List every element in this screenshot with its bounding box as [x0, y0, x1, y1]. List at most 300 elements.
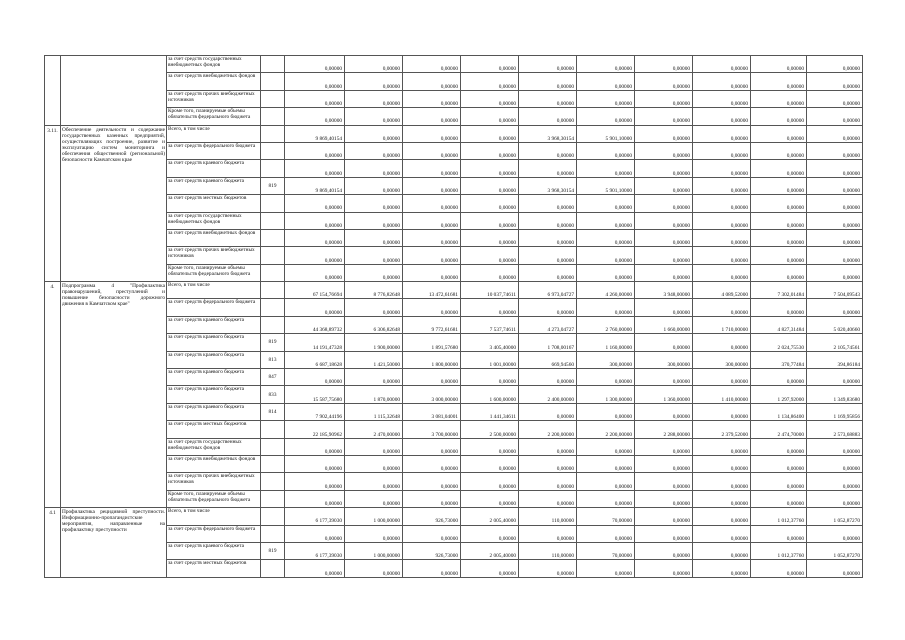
year-value: 2 379,52000	[693, 421, 751, 438]
budget-code	[261, 508, 285, 525]
year-value: 300,00000	[577, 351, 635, 368]
year-value: 0,00000	[519, 299, 577, 316]
year-value: 1 360,00000	[635, 386, 693, 403]
funding-source: за счет средств государственных внебюджетных фондов	[167, 56, 261, 73]
year-value: 0,00000	[807, 525, 863, 542]
year-value: 0,00000	[751, 108, 807, 125]
year-value: 0,00000	[635, 73, 693, 90]
table-row	[45, 160, 863, 177]
year-value: 2 400,00000	[519, 386, 577, 403]
year-value: 0,00000	[807, 125, 863, 142]
year-value: 0,00000	[577, 108, 635, 125]
year-value: 0,00000	[519, 195, 577, 212]
item-number	[45, 56, 61, 126]
year-value: 0,00000	[751, 473, 807, 490]
table-row	[45, 195, 863, 212]
table-row	[45, 403, 863, 420]
year-value: 0,00000	[635, 212, 693, 229]
year-value: 0,00000	[519, 490, 577, 507]
year-value: 2 005,40000	[461, 508, 519, 525]
year-value: 2 200,00000	[519, 421, 577, 438]
year-value: 2 470,00000	[345, 421, 403, 438]
year-value: 0,00000	[577, 73, 635, 90]
year-value: 0,00000	[635, 525, 693, 542]
year-value: 1 800,00000	[403, 351, 461, 368]
year-value: 0,00000	[345, 473, 403, 490]
year-value: 0,00000	[807, 108, 863, 125]
year-value: 1 900,00000	[345, 334, 403, 351]
budget-code	[261, 142, 285, 159]
year-value: 1 012,37760	[751, 542, 807, 559]
year-value: 2 760,00000	[577, 316, 635, 333]
budget-code	[261, 56, 285, 73]
year-value: 4 260,00000	[577, 282, 635, 299]
year-value: 0,00000	[693, 473, 751, 490]
year-value: 0,00000	[807, 195, 863, 212]
year-value: 0,00000	[693, 334, 751, 351]
year-value: 1 870,00000	[345, 386, 403, 403]
year-value: 0,00000	[519, 473, 577, 490]
year-value: 0,00000	[807, 473, 863, 490]
year-value: 0,00000	[461, 490, 519, 507]
budget-code	[261, 438, 285, 455]
year-value: 0,00000	[693, 160, 751, 177]
table-row	[45, 473, 863, 490]
year-value: 0,00000	[577, 264, 635, 281]
table-row	[45, 438, 863, 455]
total-value: 22 185,90962	[285, 421, 345, 438]
year-value: 70,00000	[577, 508, 635, 525]
total-value: 0,00000	[285, 525, 345, 542]
year-value: 0,00000	[807, 438, 863, 455]
year-value: 0,00000	[635, 108, 693, 125]
total-value: 0,00000	[285, 160, 345, 177]
year-value: 0,00000	[693, 542, 751, 559]
year-value: 0,00000	[461, 438, 519, 455]
funding-source: за счет средств местных бюджетов	[167, 421, 261, 438]
total-value: 44 368,89732	[285, 316, 345, 333]
year-value: 3 700,00000	[403, 421, 461, 438]
funding-source: за счет средств внебюджетных фондов	[167, 229, 261, 246]
year-value: 926,73000	[403, 542, 461, 559]
year-value: 1 349,83680	[807, 386, 863, 403]
table-row	[45, 90, 863, 107]
budget-code	[261, 125, 285, 142]
item-title: Подпрограмма 4 "Профилактика правонарушений, преступлений и повышение безопасности дорожного движения в Камчатском крае"	[61, 282, 167, 508]
year-value: 5 020,40660	[807, 316, 863, 333]
year-value: 0,00000	[345, 490, 403, 507]
year-value: 0,00000	[807, 560, 863, 577]
year-value: 0,00000	[693, 90, 751, 107]
year-value: 0,00000	[403, 264, 461, 281]
year-value: 0,00000	[461, 160, 519, 177]
year-value: 0,00000	[577, 160, 635, 177]
table-row	[45, 490, 863, 507]
year-value: 0,00000	[461, 125, 519, 142]
year-value: 0,00000	[345, 525, 403, 542]
year-value: 1 708,00167	[519, 334, 577, 351]
year-value: 0,00000	[461, 525, 519, 542]
budget-code	[261, 473, 285, 490]
year-value: 0,00000	[577, 438, 635, 455]
year-value: 0,00000	[635, 247, 693, 264]
budget-code	[261, 560, 285, 577]
budget-code: 833	[261, 386, 285, 403]
budget-code: 819	[261, 334, 285, 351]
budget-code	[261, 455, 285, 472]
table-row	[45, 229, 863, 246]
year-value: 0,00000	[635, 264, 693, 281]
year-value: 1 891,57680	[403, 334, 461, 351]
year-value: 0,00000	[519, 455, 577, 472]
budget-code	[261, 525, 285, 542]
year-value: 0,00000	[577, 247, 635, 264]
year-value: 1 160,00000	[577, 334, 635, 351]
year-value: 4 827,31484	[751, 316, 807, 333]
table-row	[45, 525, 863, 542]
year-value: 0,00000	[403, 108, 461, 125]
year-value: 3 405,40000	[461, 334, 519, 351]
year-value: 0,00000	[635, 542, 693, 559]
year-value: 0,00000	[635, 177, 693, 194]
year-value: 0,00000	[345, 560, 403, 577]
year-value: 0,00000	[635, 56, 693, 73]
table-row	[45, 125, 863, 142]
year-value: 0,00000	[345, 229, 403, 246]
year-value: 0,00000	[461, 56, 519, 73]
year-value: 0,00000	[403, 525, 461, 542]
table-row	[45, 73, 863, 90]
year-value: 0,00000	[345, 195, 403, 212]
year-value: 6 973,04727	[519, 282, 577, 299]
year-value: 0,00000	[403, 438, 461, 455]
budget-code	[261, 247, 285, 264]
funding-source: за счет средств федерального бюджета	[167, 299, 261, 316]
year-value: 0,00000	[751, 369, 807, 386]
total-value: 0,00000	[285, 142, 345, 159]
year-value: 3 968,30154	[519, 125, 577, 142]
year-value: 0,00000	[577, 229, 635, 246]
table-row	[45, 334, 863, 351]
year-value: 1 410,00000	[693, 386, 751, 403]
year-value: 0,00000	[635, 403, 693, 420]
year-value: 0,00000	[345, 73, 403, 90]
table-row	[45, 299, 863, 316]
total-value: 0,00000	[285, 73, 345, 90]
budget-table	[44, 55, 863, 578]
year-value: 6 306,82648	[345, 316, 403, 333]
year-value: 0,00000	[693, 490, 751, 507]
total-value: 6 687,18628	[285, 351, 345, 368]
year-value: 0,00000	[577, 90, 635, 107]
year-value: 7 537,74611	[461, 316, 519, 333]
year-value: 0,00000	[461, 299, 519, 316]
funding-source: за счет средств местных бюджетов	[167, 560, 261, 577]
year-value: 0,00000	[693, 212, 751, 229]
year-value: 0,00000	[751, 490, 807, 507]
budget-code: 813	[261, 351, 285, 368]
budget-code	[261, 108, 285, 125]
year-value: 7 504,09543	[807, 282, 863, 299]
year-value: 0,00000	[461, 560, 519, 577]
year-value: 0,00000	[635, 142, 693, 159]
year-value: 0,00000	[519, 229, 577, 246]
year-value: 1 012,37760	[751, 508, 807, 525]
year-value: 0,00000	[751, 560, 807, 577]
year-value: 0,00000	[807, 142, 863, 159]
year-value: 0,00000	[693, 125, 751, 142]
year-value: 0,00000	[807, 73, 863, 90]
year-value: 0,00000	[345, 177, 403, 194]
year-value: 0,00000	[751, 264, 807, 281]
year-value: 0,00000	[403, 73, 461, 90]
year-value: 0,00000	[693, 508, 751, 525]
budget-code	[261, 264, 285, 281]
funding-source: Кроме того, планируемые объемы обязательств федерального бюджета	[167, 264, 261, 281]
year-value: 0,00000	[403, 473, 461, 490]
year-value: 0,00000	[635, 560, 693, 577]
year-value: 0,00000	[807, 490, 863, 507]
funding-source: за счет средств краевого бюджета	[167, 386, 261, 403]
year-value: 0,00000	[635, 125, 693, 142]
year-value: 0,00000	[635, 334, 693, 351]
table-row	[45, 282, 863, 299]
year-value: 0,00000	[461, 264, 519, 281]
year-value: 0,00000	[461, 142, 519, 159]
year-value: 2 105,74561	[807, 334, 863, 351]
total-value: 15 587,75680	[285, 386, 345, 403]
year-value: 0,00000	[403, 229, 461, 246]
total-value: 0,00000	[285, 56, 345, 73]
year-value: 0,00000	[461, 108, 519, 125]
budget-code: 814	[261, 403, 285, 420]
year-value: 1 600,00000	[461, 386, 519, 403]
table-row	[45, 560, 863, 577]
year-value: 0,00000	[807, 299, 863, 316]
year-value: 0,00000	[577, 299, 635, 316]
year-value: 0,00000	[519, 142, 577, 159]
year-value: 0,00000	[693, 247, 751, 264]
year-value: 0,00000	[751, 125, 807, 142]
total-value: 0,00000	[285, 229, 345, 246]
year-value: 0,00000	[807, 247, 863, 264]
year-value: 0,00000	[693, 438, 751, 455]
total-value: 0,00000	[285, 247, 345, 264]
table-row	[45, 212, 863, 229]
year-value: 0,00000	[693, 56, 751, 73]
year-value: 1 300,00000	[577, 386, 635, 403]
funding-source: за счет средств прочих внебюджетных источников	[167, 247, 261, 264]
item-title: Обеспечение деятельности и содержание государственных казенных предприятий, осуществляющих построение, развитие и эксплуатацию систем мониторинга и обеспечения общественной (региональной) безопасности Камчатском крае	[61, 125, 167, 282]
total-value: 0,00000	[285, 108, 345, 125]
item-title	[61, 56, 167, 126]
budget-code	[261, 73, 285, 90]
year-value: 0,00000	[751, 160, 807, 177]
funding-source: за счет средств внебюджетных фондов	[167, 455, 261, 472]
budget-code	[261, 195, 285, 212]
table-row	[45, 508, 863, 525]
year-value: 0,00000	[403, 125, 461, 142]
year-value: 0,00000	[403, 560, 461, 577]
year-value: 0,00000	[807, 455, 863, 472]
year-value: 0,00000	[751, 212, 807, 229]
year-value: 0,00000	[519, 369, 577, 386]
table-row	[45, 142, 863, 159]
year-value: 0,00000	[403, 195, 461, 212]
year-value: 0,00000	[345, 56, 403, 73]
year-value: 1 421,50000	[345, 351, 403, 368]
year-value: 0,00000	[807, 229, 863, 246]
year-value: 0,00000	[635, 299, 693, 316]
year-value: 1 000,00000	[345, 542, 403, 559]
year-value: 1 660,00000	[635, 316, 693, 333]
year-value: 0,00000	[403, 160, 461, 177]
total-value: 0,00000	[285, 299, 345, 316]
year-value: 0,00000	[577, 212, 635, 229]
year-value: 0,00000	[461, 229, 519, 246]
year-value: 7 302,01484	[751, 282, 807, 299]
year-value: 0,00000	[461, 369, 519, 386]
table-row	[45, 56, 863, 73]
year-value: 0,00000	[693, 195, 751, 212]
total-value: 0,00000	[285, 212, 345, 229]
funding-source: Всего, в том числе	[167, 282, 261, 299]
year-value: 0,00000	[693, 73, 751, 90]
total-value: 0,00000	[285, 264, 345, 281]
year-value: 70,00000	[577, 542, 635, 559]
year-value: 0,00000	[751, 247, 807, 264]
year-value: 1 710,00000	[693, 316, 751, 333]
year-value: 0,00000	[461, 212, 519, 229]
funding-source: за счет средств федерального бюджета	[167, 142, 261, 159]
year-value: 0,00000	[751, 56, 807, 73]
year-value: 0,00000	[693, 229, 751, 246]
funding-source: за счет средств краевого бюджета	[167, 542, 261, 559]
table-row	[45, 264, 863, 281]
year-value: 0,00000	[345, 90, 403, 107]
total-value: 0,00000	[285, 473, 345, 490]
budget-code	[261, 490, 285, 507]
year-value: 1 052,87270	[807, 508, 863, 525]
year-value: 2 474,70000	[751, 421, 807, 438]
total-value: 67 154,76694	[285, 282, 345, 299]
year-value: 3 081,04001	[403, 403, 461, 420]
year-value: 0,00000	[403, 247, 461, 264]
year-value: 0,00000	[807, 177, 863, 194]
year-value: 0,00000	[693, 108, 751, 125]
funding-source: за счет средств прочих внебюджетных источников	[167, 90, 261, 107]
year-value: 110,00000	[519, 508, 577, 525]
year-value: 0,00000	[403, 299, 461, 316]
year-value: 0,00000	[519, 525, 577, 542]
item-title: Профилактика рецидивной преступности. Информационно-пропагандистские мероприятия, направленные на профилактику преступности	[61, 508, 167, 578]
year-value: 0,00000	[519, 403, 577, 420]
funding-source: Всего, в том числе	[167, 508, 261, 525]
year-value: 2 500,00000	[461, 421, 519, 438]
year-value: 0,00000	[751, 90, 807, 107]
year-value: 0,00000	[461, 73, 519, 90]
year-value: 10 037,74611	[461, 282, 519, 299]
total-value: 0,00000	[285, 90, 345, 107]
table-row	[45, 177, 863, 194]
year-value: 2 573,68883	[807, 421, 863, 438]
year-value: 0,00000	[807, 212, 863, 229]
year-value: 0,00000	[345, 212, 403, 229]
year-value: 0,00000	[345, 264, 403, 281]
year-value: 0,00000	[403, 177, 461, 194]
table-row	[45, 421, 863, 438]
funding-source: Всего, в том числе	[167, 125, 261, 142]
year-value: 0,00000	[519, 90, 577, 107]
year-value: 2 005,40000	[461, 542, 519, 559]
year-value: 0,00000	[635, 508, 693, 525]
year-value: 0,00000	[693, 177, 751, 194]
budget-code	[261, 316, 285, 333]
year-value: 0,00000	[577, 403, 635, 420]
year-value: 13 472,61681	[403, 282, 461, 299]
total-value: 0,00000	[285, 560, 345, 577]
year-value: 4 089,52000	[693, 282, 751, 299]
year-value: 0,00000	[635, 369, 693, 386]
year-value: 1 134,86400	[751, 403, 807, 420]
funding-source: за счет средств федерального бюджета	[167, 525, 261, 542]
year-value: 0,00000	[635, 229, 693, 246]
year-value: 0,00000	[345, 299, 403, 316]
year-value: 0,00000	[751, 73, 807, 90]
year-value: 0,00000	[635, 195, 693, 212]
year-value: 0,00000	[693, 264, 751, 281]
year-value: 0,00000	[635, 455, 693, 472]
year-value: 1 115,32648	[345, 403, 403, 420]
year-value: 0,00000	[519, 560, 577, 577]
year-value: 0,00000	[403, 142, 461, 159]
year-value: 0,00000	[807, 369, 863, 386]
year-value: 110,00000	[519, 542, 577, 559]
table-row	[45, 316, 863, 333]
funding-source: за счет средств краевого бюджета	[167, 351, 261, 368]
year-value: 0,00000	[461, 473, 519, 490]
item-number: 4.	[45, 282, 61, 508]
year-value: 0,00000	[403, 212, 461, 229]
year-value: 0,00000	[403, 490, 461, 507]
total-value: 0,00000	[285, 455, 345, 472]
year-value: 1 169,95856	[807, 403, 863, 420]
year-value: 1 441,34611	[461, 403, 519, 420]
year-value: 0,00000	[577, 369, 635, 386]
table-row	[45, 108, 863, 125]
year-value: 0,00000	[461, 177, 519, 194]
year-value: 1 001,00000	[461, 351, 519, 368]
year-value: 0,00000	[577, 560, 635, 577]
budget-code	[261, 421, 285, 438]
year-value: 0,00000	[403, 90, 461, 107]
year-value: 3 968,30154	[519, 177, 577, 194]
year-value: 0,00000	[693, 299, 751, 316]
year-value: 0,00000	[577, 455, 635, 472]
year-value: 0,00000	[751, 525, 807, 542]
year-value: 0,00000	[635, 490, 693, 507]
total-value: 6 177,39030	[285, 542, 345, 559]
year-value: 0,00000	[345, 438, 403, 455]
table-row	[45, 542, 863, 559]
year-value: 0,00000	[403, 56, 461, 73]
year-value: 0,00000	[345, 455, 403, 472]
year-value: 300,00000	[693, 351, 751, 368]
year-value: 0,00000	[577, 525, 635, 542]
item-number: 3.11.	[45, 125, 61, 282]
year-value: 0,00000	[751, 229, 807, 246]
year-value: 5 901,10000	[577, 125, 635, 142]
